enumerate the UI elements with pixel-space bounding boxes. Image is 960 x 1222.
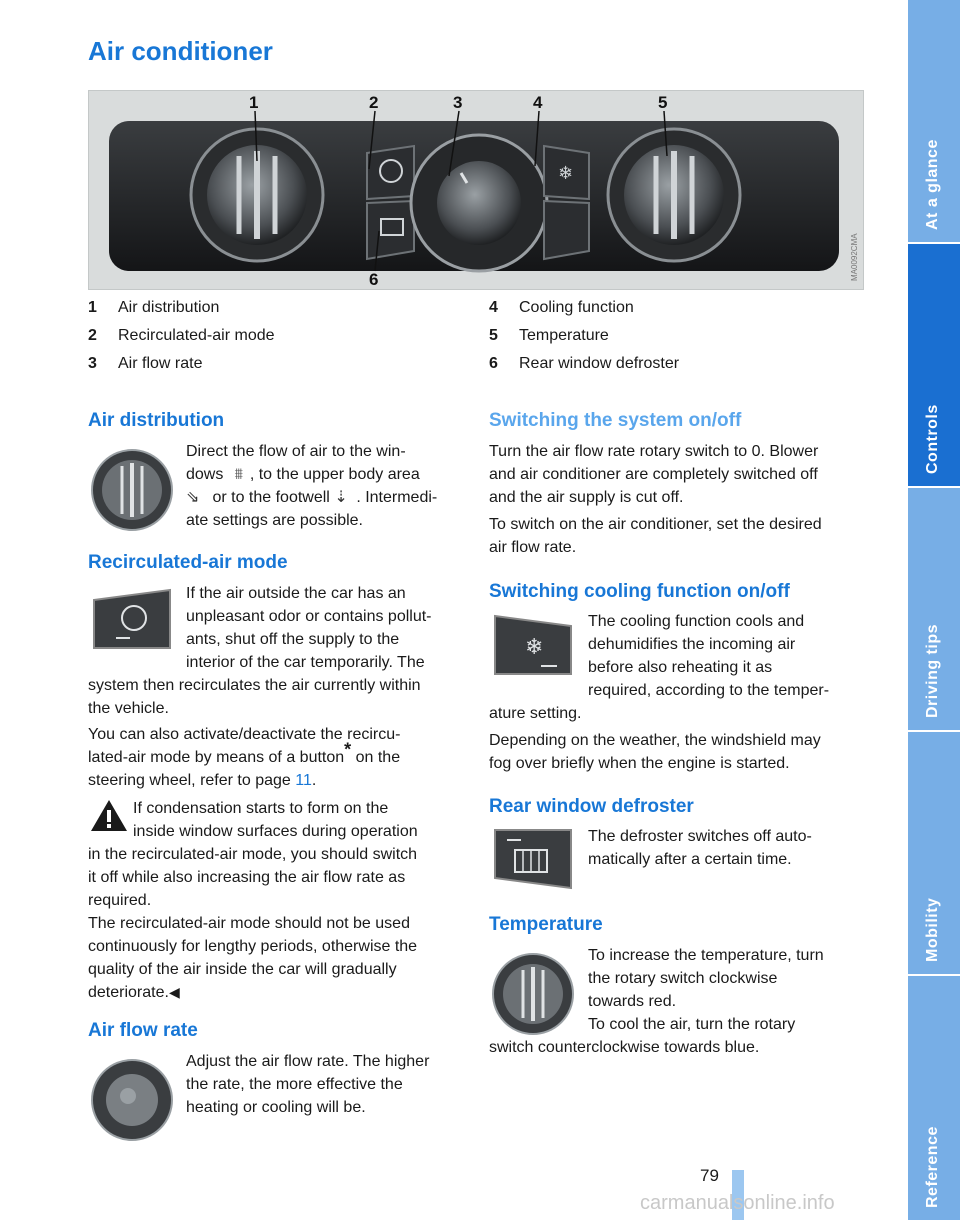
warning-line: If condensation starts to form on the [133, 800, 389, 817]
recirc-line: interior of the car temporarily. The [186, 654, 425, 671]
temperature-line: the rotary switch clockwise [588, 970, 778, 987]
recirc-p2-line1: You can also activate/deactivate the recircu- [88, 726, 401, 743]
callout-4: 4 [533, 93, 543, 112]
upper-body-vent-icon: ⇘ [186, 489, 200, 506]
heading-rear-defroster: Rear window defroster [489, 796, 694, 817]
recirc-p2-line2: lated-air mode by means of a button* on the [88, 739, 401, 766]
recirculation-button [367, 146, 414, 199]
recirc-line: If the air outside the car has an [186, 585, 406, 602]
cooling-line: dehumidifies the incoming air [588, 636, 796, 653]
warning-line: The recirculated-air mode should not be used [88, 915, 410, 932]
cooling-line: Depending on the weather, the windshield may [489, 732, 821, 749]
cooling-line: before also reheating it as [588, 659, 773, 676]
cooling-line: The cooling function cools and [588, 613, 805, 630]
warning-icon [90, 798, 128, 832]
callout-1: 1 [249, 93, 259, 112]
tab-driving-tips[interactable]: Driving tips [908, 488, 960, 732]
windows-vent-icon: ⩩ [234, 466, 244, 483]
page-reference-link[interactable]: 11 [295, 772, 312, 789]
air-flow-line: the rate, the more effective the [186, 1076, 403, 1093]
air-dist-line1: Direct the flow of air to the win- [186, 443, 406, 460]
air-flow-knob-image [90, 1058, 174, 1142]
figure-side-code: MA0092CMA [850, 233, 859, 281]
heading-air-flow: Air flow rate [88, 1020, 198, 1041]
temperature-line: To increase the temperature, turn [588, 947, 824, 964]
tab-mobility[interactable]: Mobility [908, 732, 960, 976]
warning-line: it off while also increasing the air flow rate as [88, 869, 406, 886]
page-title: Air conditioner [88, 36, 273, 66]
legend-item: 3 Air flow rate [88, 355, 203, 372]
control-panel-figure [88, 90, 864, 290]
warning-line: continuously for lengthy periods, otherwise the [88, 938, 418, 955]
warning-line: deteriorate.◀ [88, 984, 180, 1001]
temperature-knob-image [491, 952, 575, 1036]
defroster-line: The defroster switches off auto- [588, 828, 812, 845]
air-flow-knob [411, 135, 547, 271]
svg-text:❄: ❄ [558, 163, 574, 184]
svg-text:❄: ❄ [525, 635, 544, 660]
watermark: carmanualsonline.info [640, 1192, 835, 1214]
legend-item: 2 Recirculated-air mode [88, 327, 275, 344]
switching-line: To switch on the air conditioner, set the desired [489, 516, 822, 533]
cooling-button [544, 146, 589, 199]
heading-air-distribution: Air distribution [88, 410, 225, 431]
recirc-line: ants, shut off the supply to the [186, 631, 400, 648]
heading-recirculated: Recirculated-air mode [88, 552, 288, 573]
temperature-line: towards red. [588, 993, 677, 1010]
recirc-p2-line3: steering wheel, refer to page 11. [88, 772, 317, 789]
legend-item: 1 Air distribution [88, 299, 220, 316]
temperature-knob [608, 129, 740, 261]
defroster-line: matically after a certain time. [588, 851, 792, 868]
temperature-line: switch counterclockwise towards blue. [489, 1039, 760, 1056]
rear-defroster-button-image [491, 828, 575, 890]
end-of-section-icon: ◀ [168, 984, 180, 1000]
tab-reference[interactable]: Reference [908, 976, 960, 1222]
tab-at-a-glance[interactable]: At a glance [908, 0, 960, 244]
recirc-line: system then recirculates the air currently within [88, 677, 421, 694]
warning-line: required. [88, 892, 152, 909]
tab-controls[interactable]: Controls [908, 244, 960, 488]
air-flow-line: Adjust the air flow rate. The higher [186, 1053, 430, 1070]
cooling-line: ature setting. [489, 705, 582, 722]
heading-switching: Switching the system on/off [489, 410, 742, 431]
air-dist-line2: dows ⩩ , to the upper body area [186, 463, 420, 486]
optional-equipment-star: * [344, 739, 352, 760]
recirc-line: the vehicle. [88, 700, 169, 717]
switching-line: and air conditioner are completely switched off [489, 466, 818, 483]
callout-6: 6 [369, 270, 379, 289]
warning-line: in the recirculated-air mode, you should switch [88, 846, 418, 863]
legend-item: 6 Rear window defroster [489, 355, 680, 372]
callout-2: 2 [369, 93, 379, 112]
recirc-line: unpleasant odor or contains pollut- [186, 608, 432, 625]
cooling-line: fog over briefly when the engine is started. [489, 755, 790, 772]
heading-cooling: Switching cooling function on/off [489, 581, 790, 602]
switching-line: air flow rate. [489, 539, 577, 556]
air-dist-line4: ate settings are possible. [186, 512, 363, 529]
heading-temperature: Temperature [489, 914, 603, 935]
air-dist-line3: ⇘ or to the footwell ⇣ . Intermedi- [186, 486, 437, 509]
air-flow-line: heating or cooling will be. [186, 1099, 366, 1116]
legend-item: 5 Temperature [489, 327, 609, 344]
warning-line: quality of the air inside the car will gradually [88, 961, 397, 978]
callout-3: 3 [453, 93, 463, 112]
legend-item: 4 Cooling function [489, 299, 634, 316]
warning-line: inside window surfaces during operation [133, 823, 418, 840]
air-distribution-knob-image [90, 448, 174, 532]
recirculation-button-image [90, 588, 174, 650]
switching-line: and the air supply is cut off. [489, 489, 684, 506]
temperature-line: To cool the air, turn the rotary [588, 1016, 796, 1033]
rear-defroster-button [367, 201, 414, 259]
footwell-vent-icon: ⇣ [334, 489, 348, 506]
switching-line: Turn the air flow rate rotary switch to 0. Blower [489, 443, 819, 460]
cooling-line: required, according to the temper- [588, 682, 830, 699]
callout-5: 5 [658, 93, 668, 112]
cooling-button-image [491, 614, 575, 676]
page-number: 79 [700, 1166, 719, 1185]
